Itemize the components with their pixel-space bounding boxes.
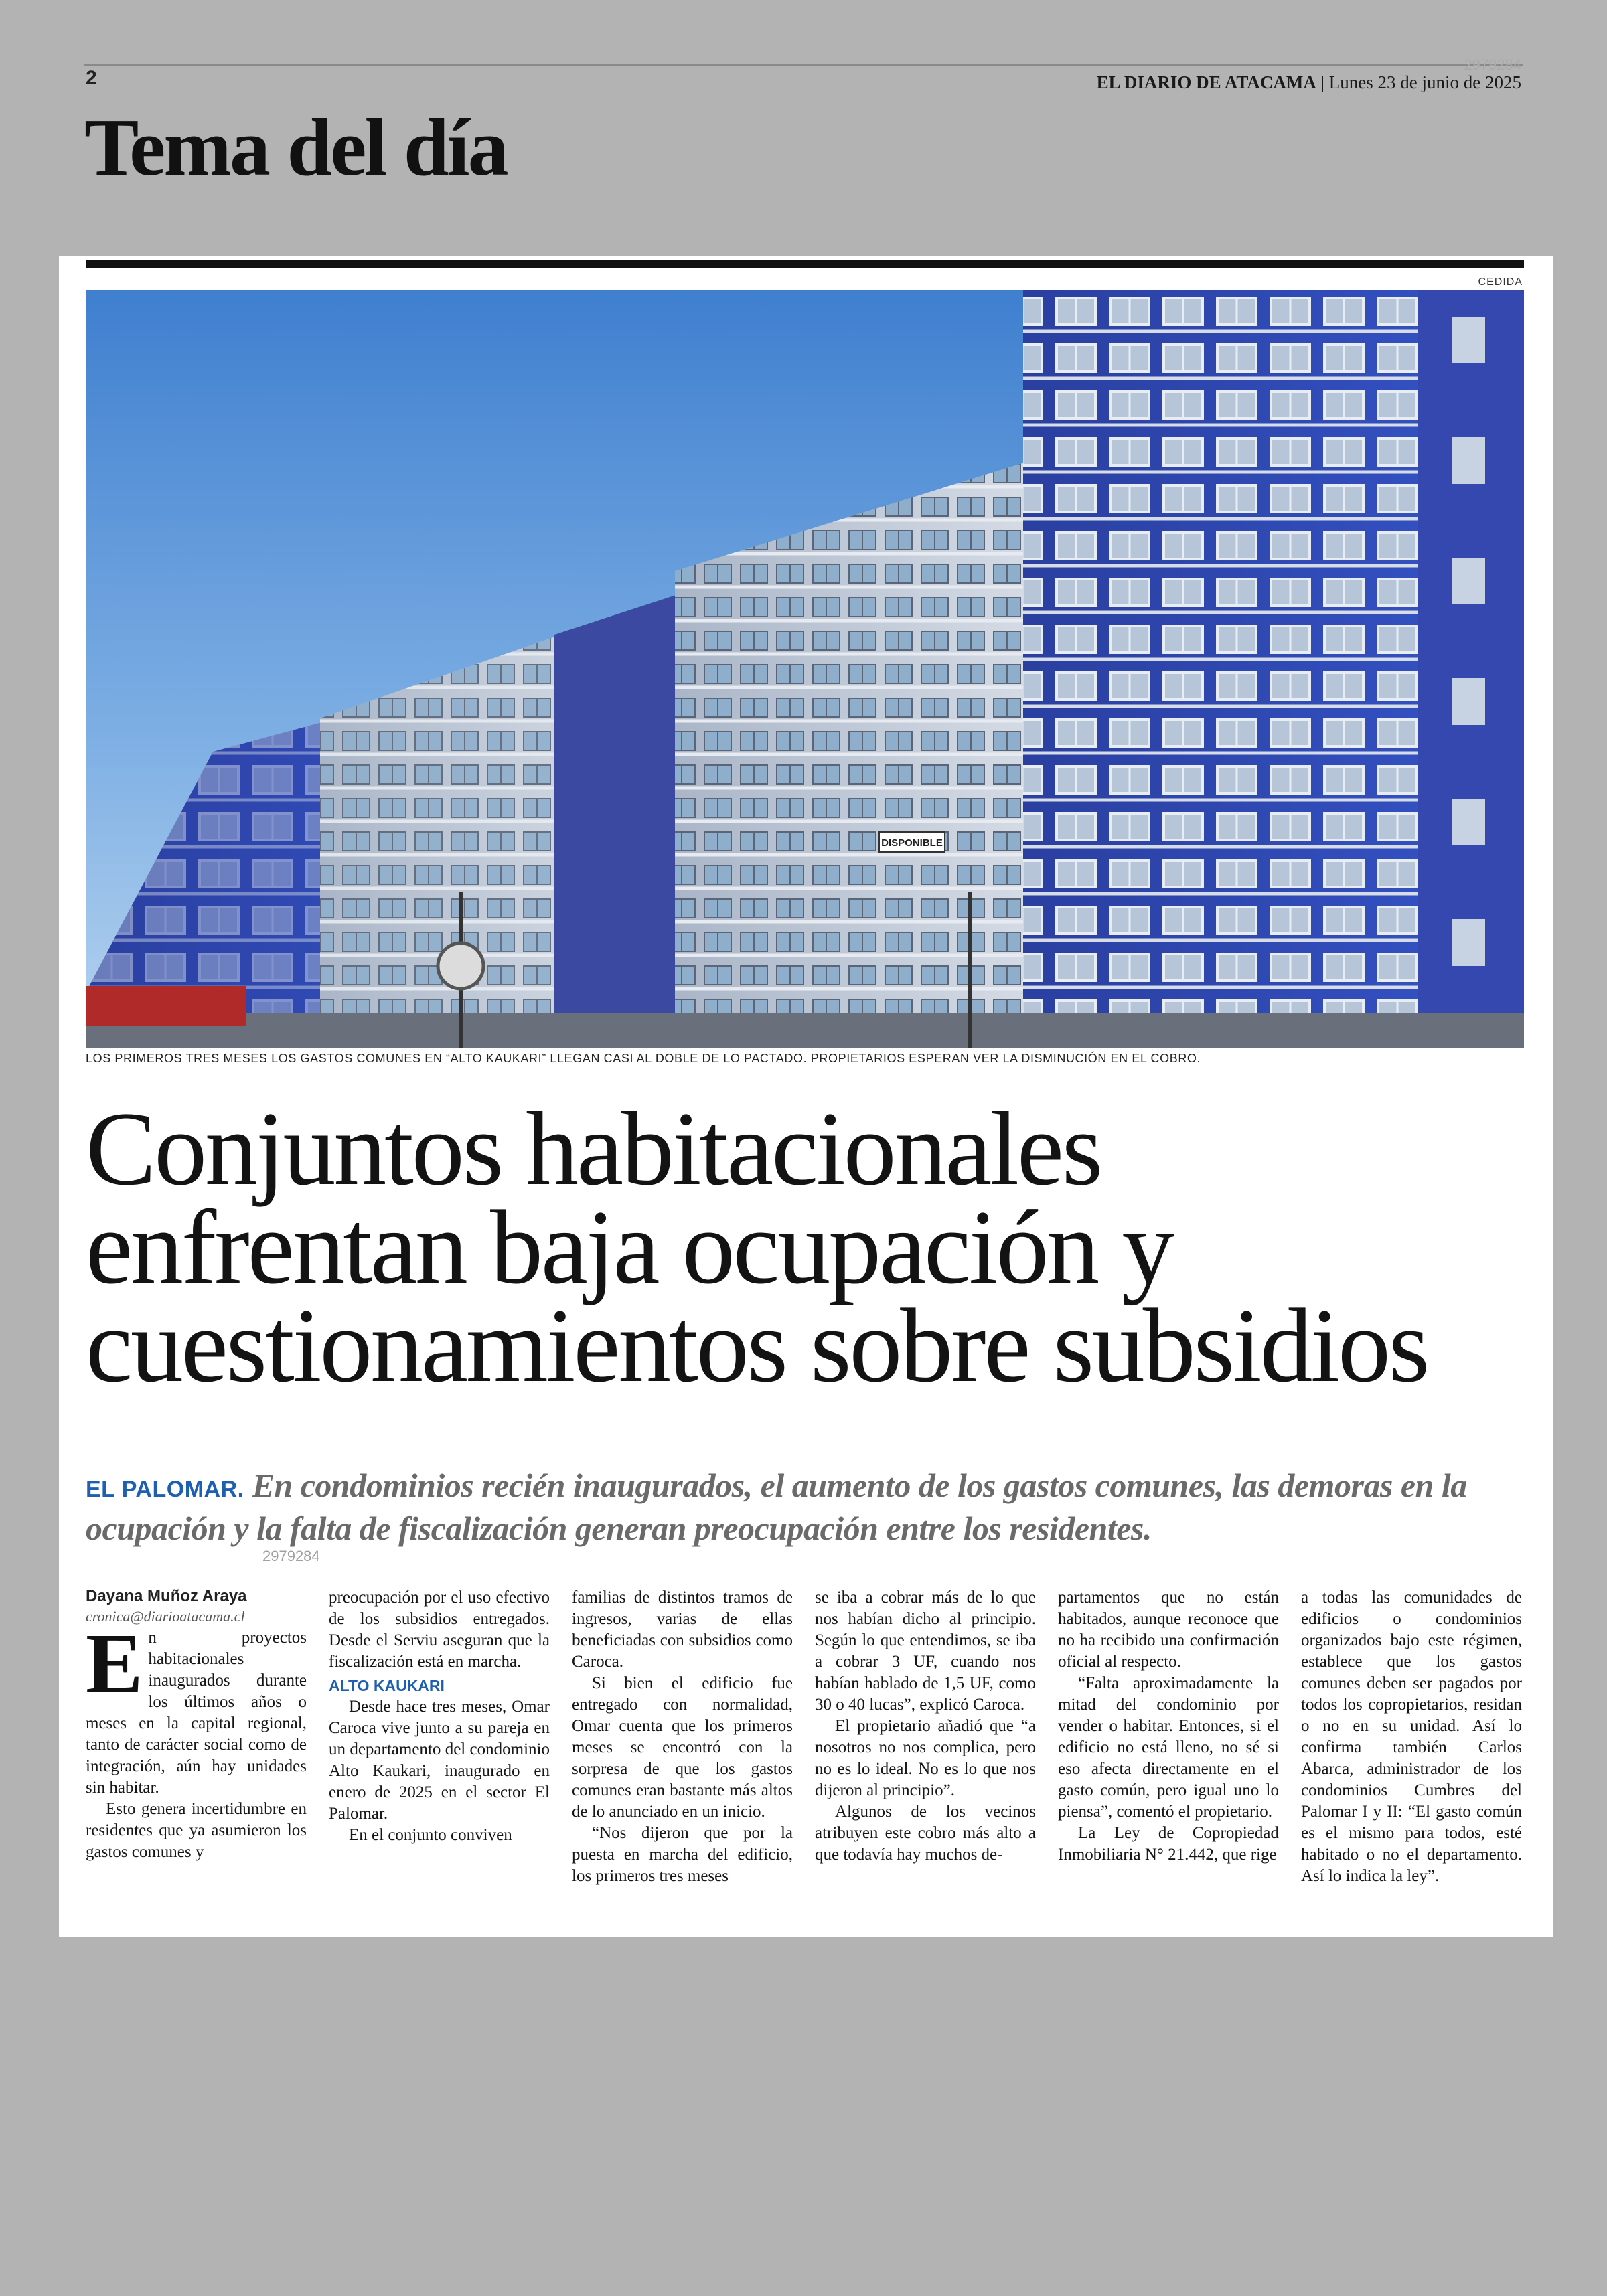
byline-email: cronica@diarioatacama.cl — [86, 1608, 245, 1625]
masthead: EL DIARIO DE ATACAMA | Lunes 23 de junio de 2025 — [1096, 72, 1521, 92]
inline-watermark: 2979284 — [262, 1548, 320, 1564]
column-3 — [572, 1587, 793, 1887]
col6-p1: a todas las comunidades de edificios o condominios organizados bajo este régimen, establece que los gastos comunes deben ser pagados por todos los copropietarios, residan o no en su unidad. Así lo confirma también Carlos Abarca, administrador de los condominios Cumbres del Palomar I y II: “El gasto común es el mismo para todos, esté habitado o no el departamento. Así lo indica la ley”. — [1301, 1588, 1522, 1885]
disponible-sign: DISPONIBLE — [881, 837, 943, 849]
col1-p1-text: n proyectos habitacionales inaugurados durante los últimos años o meses en la capital regional, tanto de carácter social como de integración, aún hay unidades sin habitar. — [86, 1629, 307, 1797]
headline — [86, 1090, 1539, 1404]
headline-line-1: Conjuntos habitacionales — [86, 1090, 1101, 1208]
page-number: 2 — [86, 67, 97, 89]
watermark-id: 2979284 — [1464, 56, 1521, 73]
article-top-rule — [86, 260, 1524, 268]
headline-line-2: enfrentan baja ocupación y — [86, 1189, 1173, 1306]
deck-text: En condominios recién inaugurados, el aumento de los gastos comunes, las demoras en la ocupación y la falta de fiscalización generan preocupación entre los residentes. — [86, 1467, 1467, 1547]
issue-date: Lunes 23 de junio de 2025 — [1328, 72, 1521, 92]
col4-p3: Algunos de los vecinos atribuyen este cobro más alto a que todavía hay muchos de- — [815, 1803, 1036, 1864]
paper-name: EL DIARIO DE ATACAMA — [1096, 72, 1316, 92]
column-5 — [1058, 1587, 1279, 1866]
col1-p2: Esto genera incertidumbre en residentes que ya asumieron los gastos comunes y — [86, 1800, 307, 1861]
building-photo — [86, 290, 1524, 1048]
header-rule — [84, 64, 1523, 66]
deck-kicker: EL PALOMAR. — [86, 1477, 244, 1502]
col2-p2: Desde hace tres meses, Omar Caroca vive junto a su pareja en un departamento del condominio Alto Kaukari, inaugurado en enero de 2025 en el sector El Palomar. — [329, 1698, 550, 1823]
byline-author: Dayana Muñoz Araya — [86, 1587, 247, 1605]
col2-p3: En el conjunto conviven — [349, 1826, 512, 1844]
col4-p1: se iba a cobrar más de lo que nos habían dicho al principio. Según lo que entendimos, se iba a cobrar 3 UF, cuando nos habían hablado de 1,5 UF, como 30 o 40 lucas”, explicó Caroca. — [815, 1588, 1036, 1714]
photo-credit: CEDIDA — [1478, 276, 1523, 288]
deck — [86, 1466, 1532, 1548]
headline-line-3: cuestionamientos sobre subsidios — [86, 1287, 1428, 1404]
section-title: Tema del día — [84, 102, 507, 193]
article-sheet — [59, 256, 1553, 1937]
photo-caption: LOS PRIMEROS TRES MESES LOS GASTOS COMUNES EN “ALTO KAUKARI” LLEGAN CASI AL DOBLE DE LO PACTADO. PROPIETARIOS ESPERAN VER LA DISMINUCIÓN EN EL COBRO. — [86, 1052, 1201, 1065]
col3-p1: familias de distintos tramos de ingresos, varias de ellas beneficiadas con subsidios como Caroca. — [572, 1588, 793, 1671]
col2-p1: preocupación por el uso efectivo de los subsidios entregados. Desde el Serviu aseguran que la fiscalización está en marcha. — [329, 1588, 550, 1671]
col3-p2: Si bien el edificio fue entregado con normalidad, Omar cuenta que los primeros meses se encontró con la sorpresa de que los gastos comunes eran bastante más altos de lo anunciado en un inicio. — [572, 1674, 793, 1821]
col5-p1: partamentos que no están habitados, aunque reconoce que no ha recibido una confirmación oficial al respecto. — [1058, 1588, 1279, 1671]
column-4 — [815, 1587, 1036, 1866]
building-illustration — [86, 290, 1524, 1048]
column-2 — [329, 1587, 550, 1846]
col5-p3: La Ley de Copropiedad Inmobiliaria N° 21.442, que rige — [1058, 1824, 1279, 1864]
col5-p2: “Falta aproximadamente la mitad del condominio por vender o habitar. Entonces, si el edificio no está lleno, no sé si eso afecta directamente en el gasto común, pero igual uno lo piensa”, comentó el propietario. — [1058, 1674, 1279, 1821]
drop-cap: E — [86, 1616, 143, 1711]
col3-p3: “Nos dijeron que por la puesta en marcha del edificio, los primeros tres meses — [572, 1824, 793, 1885]
column-6 — [1301, 1587, 1522, 1887]
subhead-alto-kaukari: ALTO KAUKARI — [329, 1677, 445, 1694]
column-1 — [86, 1587, 307, 1863]
col4-p2: El propietario añadió que “a nosotros no nos complica, pero no es lo ideal. No es lo que nos dijeron al principio”. — [815, 1717, 1036, 1799]
